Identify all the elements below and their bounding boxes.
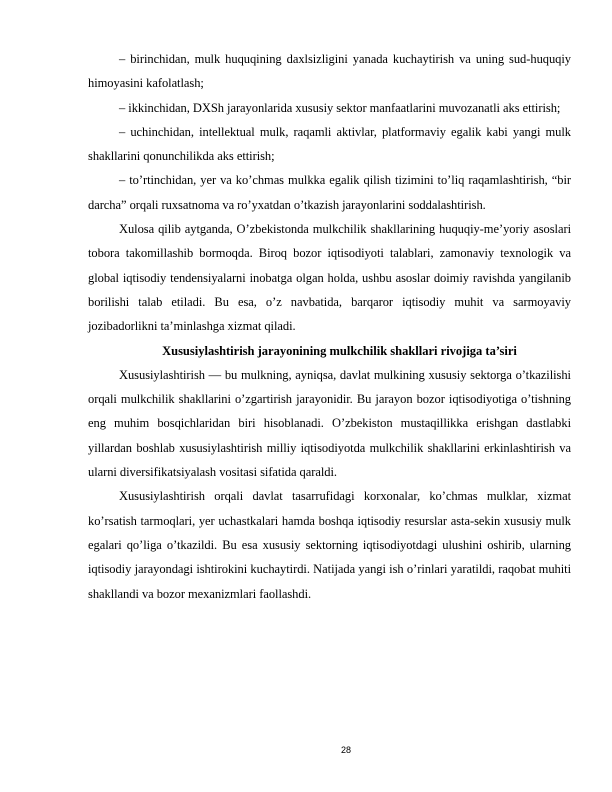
paragraph-privatization-effects: Xususiylashtirish orqali davlat tasarrufidagi korxonalar, ko’chmas mulklar, xizmat ko’rsatish tarmoqlari, yer uchastkalari hamda boshqa iqtisodiy resurslar asta-sekin xususiy mulk egalari qo’liga o’tkazildi. Bu esa xususiy sektorning iqtisodiyotdagi ulushini oshirib, ularning iqtisodiy jarayondagi ishtirokini kuchaytirdi. Natijada yangi ish o’rinlari yaratildi, raqobat muhiti shakllandi va bozor mexanizmlari faollashdi. [88, 489, 571, 601]
paragraph-fourth-item: – to’rtinchidan, yer va ko’chmas mulkka egalik qilish tizimini to’liq raqamlashtirish, “bir darcha” orqali ruxsatnoma va ro’yxatdan o’tkazish jarayonlarini soddalashtirish. [88, 173, 571, 212]
paragraph-second-item: – ikkinchidan, DXSh jarayonlarida xususiy sektor manfaatlarini muvozanatli aks ettirish; [119, 100, 561, 115]
paragraph-privatization-definition: Xususiylashtirish — bu mulkning, ayniqsa, davlat mulkining xususiy sektorga o’tkazilishi orqali mulkchilik shakllarini o’zgartirish jarayonidir. Bu jarayon bozor iqtisodiyotiga o’tishning eng muhim bosqichlaridan biri hisoblanadi. O’zbekiston mustaqillikka erishgan dastlabki yillardan boshlab xususiylashtirish milliy iqtisodiyotda mulkchilik shakllarini erkinlashtirish va ularni diversifikatsiyalash vositasi sifatida qaraldi. [88, 367, 571, 480]
section-heading: Xususiylashtirish jarayonining mulkchilik shakllari rivojiga ta’siri [162, 343, 517, 358]
paragraph-third-item: – uchinchidan, intellektual mulk, raqamli aktivlar, platformaviy egalik kabi yangi mulk shakllarini qonunchilikda aks ettirish; [88, 124, 571, 164]
page-number: 28 [340, 745, 351, 755]
paragraph-first-item: – birinchidan, mulk huquqining daxlsizligini yanada kuchaytirish va uning sud-huquqiy himoyasini kafolatlash; [88, 52, 571, 91]
body-text [88, 47, 571, 606]
paragraph-conclusion: Xulosa qilib aytganda, O’zbekistonda mulkchilik shakllarining huquqiy-me’yoriy asoslari tobora takomillashib bormoqda. Biroq bozor iqtisodiyoti talablari, zamonaviy texnologik va global iqtisodiy tendensiyalarni inobatga olgan holda, ushbu asoslar doimiy ravishda yangilanib borilishi talab etiladi. Bu esa, o’z navbatida, barqaror iqtisodiy muhit va sarmoyaviy jozibadorlikni ta’minlashga xizmat qiladi. [88, 222, 571, 334]
